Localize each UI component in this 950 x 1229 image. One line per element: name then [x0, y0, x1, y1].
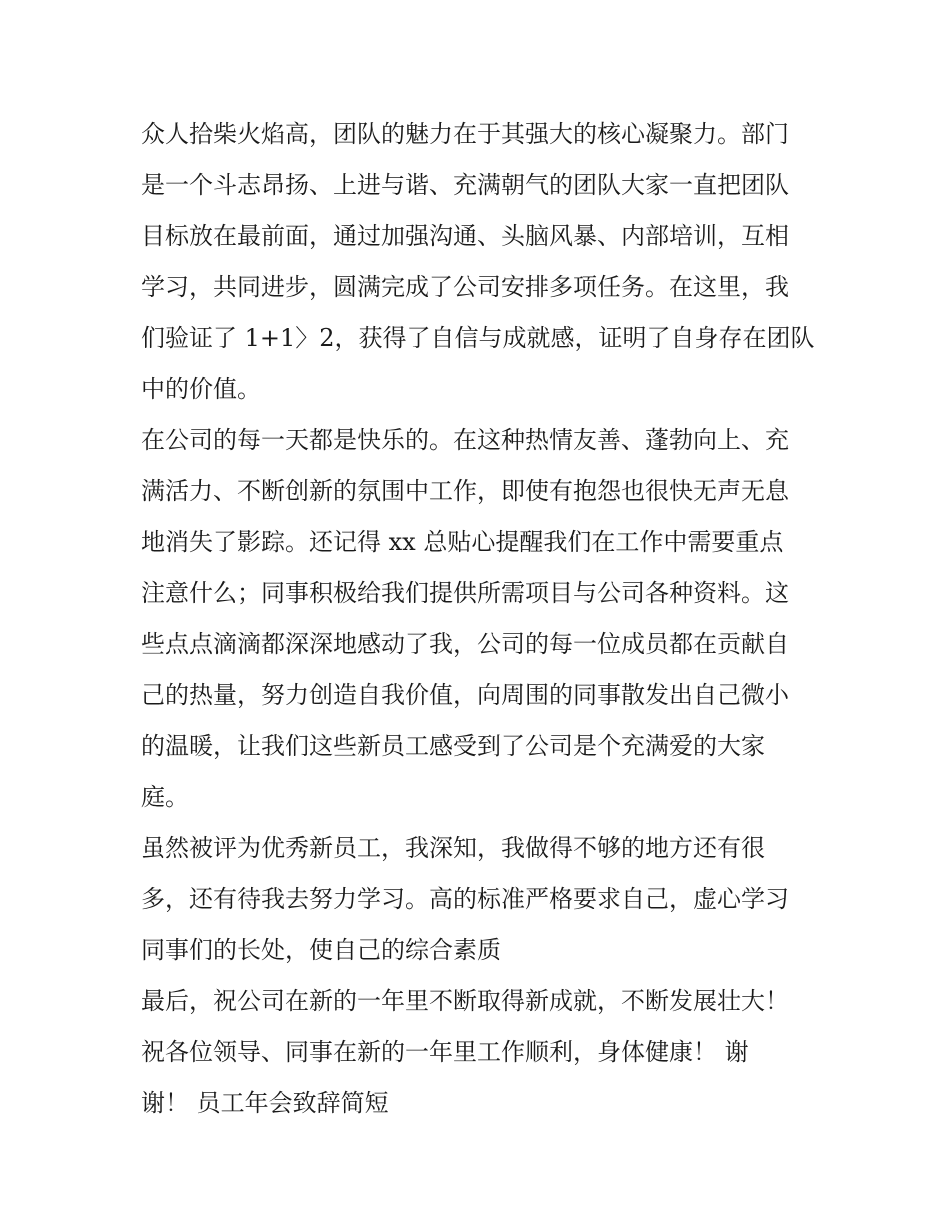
- text-line: 己的热量，努力创造自我价值，向周围的同事散发出自己微小: [141, 681, 789, 709]
- text-line: 众人拾柴火焰高，团队的魅力在于其强大的核心凝聚力。部门: [141, 120, 789, 148]
- document-body: [141, 109, 821, 1129]
- text-line: 最后，祝公司在新的一年里不断取得新成就，不断发展壮大！: [141, 987, 789, 1015]
- text-line: 们验证了 1+1〉2，获得了自信与成就感，证明了自身存在团队: [141, 324, 815, 352]
- text-line: 多，还有待我去努力学习。高的标准严格要求自己，虚心学习: [141, 885, 789, 913]
- text-line: 祝各位领导、同事在新的一年里工作顺利，身体健康！ 谢: [141, 1038, 749, 1066]
- text-line: 地消失了影踪。还记得 xx 总贴心提醒我们在工作中需要重点: [141, 528, 784, 556]
- text-line: 庭。: [141, 783, 189, 811]
- text-line: 中的价值。: [141, 375, 261, 403]
- text-line: 同事们的长处，使自己的综合素质: [141, 936, 501, 964]
- text-line: 学习，共同进步，圆满完成了公司安排多项任务。在这里，我: [141, 273, 789, 301]
- text-line: 些点点滴滴都深深地感动了我，公司的每一位成员都在贡献自: [141, 630, 789, 658]
- text-line: 在公司的每一天都是快乐的。在这种热情友善、蓬勃向上、充: [141, 426, 789, 454]
- text-line: 的温暖，让我们这些新员工感受到了公司是个充满爱的大家: [141, 732, 765, 760]
- text-line: 虽然被评为优秀新员工，我深知，我做得不够的地方还有很: [141, 834, 765, 862]
- text-line: 注意什么；同事积极给我们提供所需项目与公司各种资料。这: [141, 579, 789, 607]
- text-line: 满活力、不断创新的氛围中工作，即使有抱怨也很快无声无息: [141, 477, 789, 505]
- text-line: 是一个斗志昂扬、上进与谐、充满朝气的团队大家一直把团队: [141, 171, 789, 199]
- text-line: 谢！ 员工年会致辞简短: [141, 1089, 389, 1117]
- text-line: 目标放在最前面，通过加强沟通、头脑风暴、内部培训，互相: [141, 222, 789, 250]
